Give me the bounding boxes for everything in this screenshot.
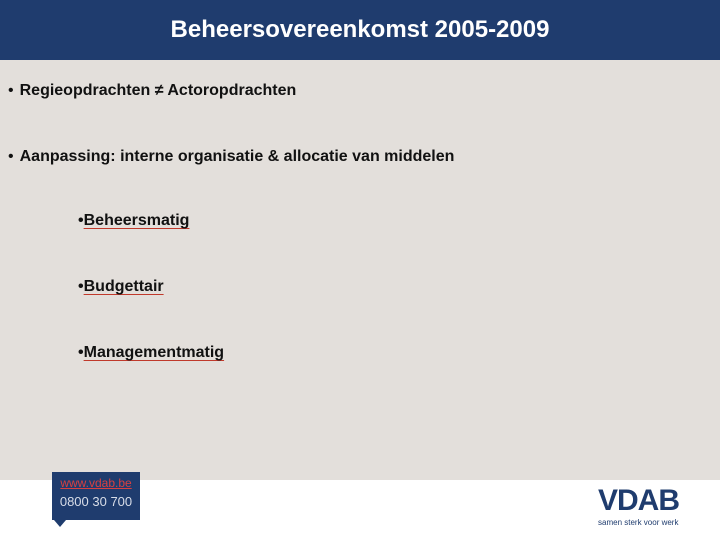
bullet-text: Aanpassing: interne organisatie & allocatie van middelen	[19, 148, 455, 165]
bullet-regieopdrachten	[8, 82, 296, 100]
bullet-dot-icon: •	[78, 344, 84, 361]
sub-bullet-managementmatig	[78, 344, 224, 362]
slide-body	[0, 60, 720, 480]
bullet-text: Regieopdrachten ≠ Actoropdrachten	[19, 82, 297, 99]
sub-bullet-budgettair	[78, 278, 164, 296]
vdab-logo	[592, 480, 692, 532]
sub-bullet-beheersmatig	[78, 212, 189, 230]
website-link[interactable]: www.vdab.be	[60, 476, 132, 490]
bullet-dot-icon: •	[78, 212, 84, 229]
bullet-dot-icon: •	[78, 278, 84, 295]
callout-pointer	[54, 520, 66, 527]
phone-number: 0800 30 700	[59, 494, 133, 509]
logo-mark: VDAB	[598, 484, 680, 517]
bullet-dot-icon: •	[8, 82, 14, 99]
slide-title: Beheersovereenkomst 2005-2009	[170, 16, 550, 43]
logo-tagline: samen sterk voor werk	[598, 518, 679, 527]
link-budgettair[interactable]: Budgettair	[83, 278, 164, 295]
link-managementmatig[interactable]: Managementmatig	[83, 344, 225, 361]
bullet-aanpassing	[8, 148, 454, 166]
link-beheersmatig[interactable]: Beheersmatig	[83, 212, 190, 229]
bullet-dot-icon: •	[8, 148, 14, 165]
title-bar	[0, 0, 720, 60]
contact-box	[52, 472, 140, 520]
